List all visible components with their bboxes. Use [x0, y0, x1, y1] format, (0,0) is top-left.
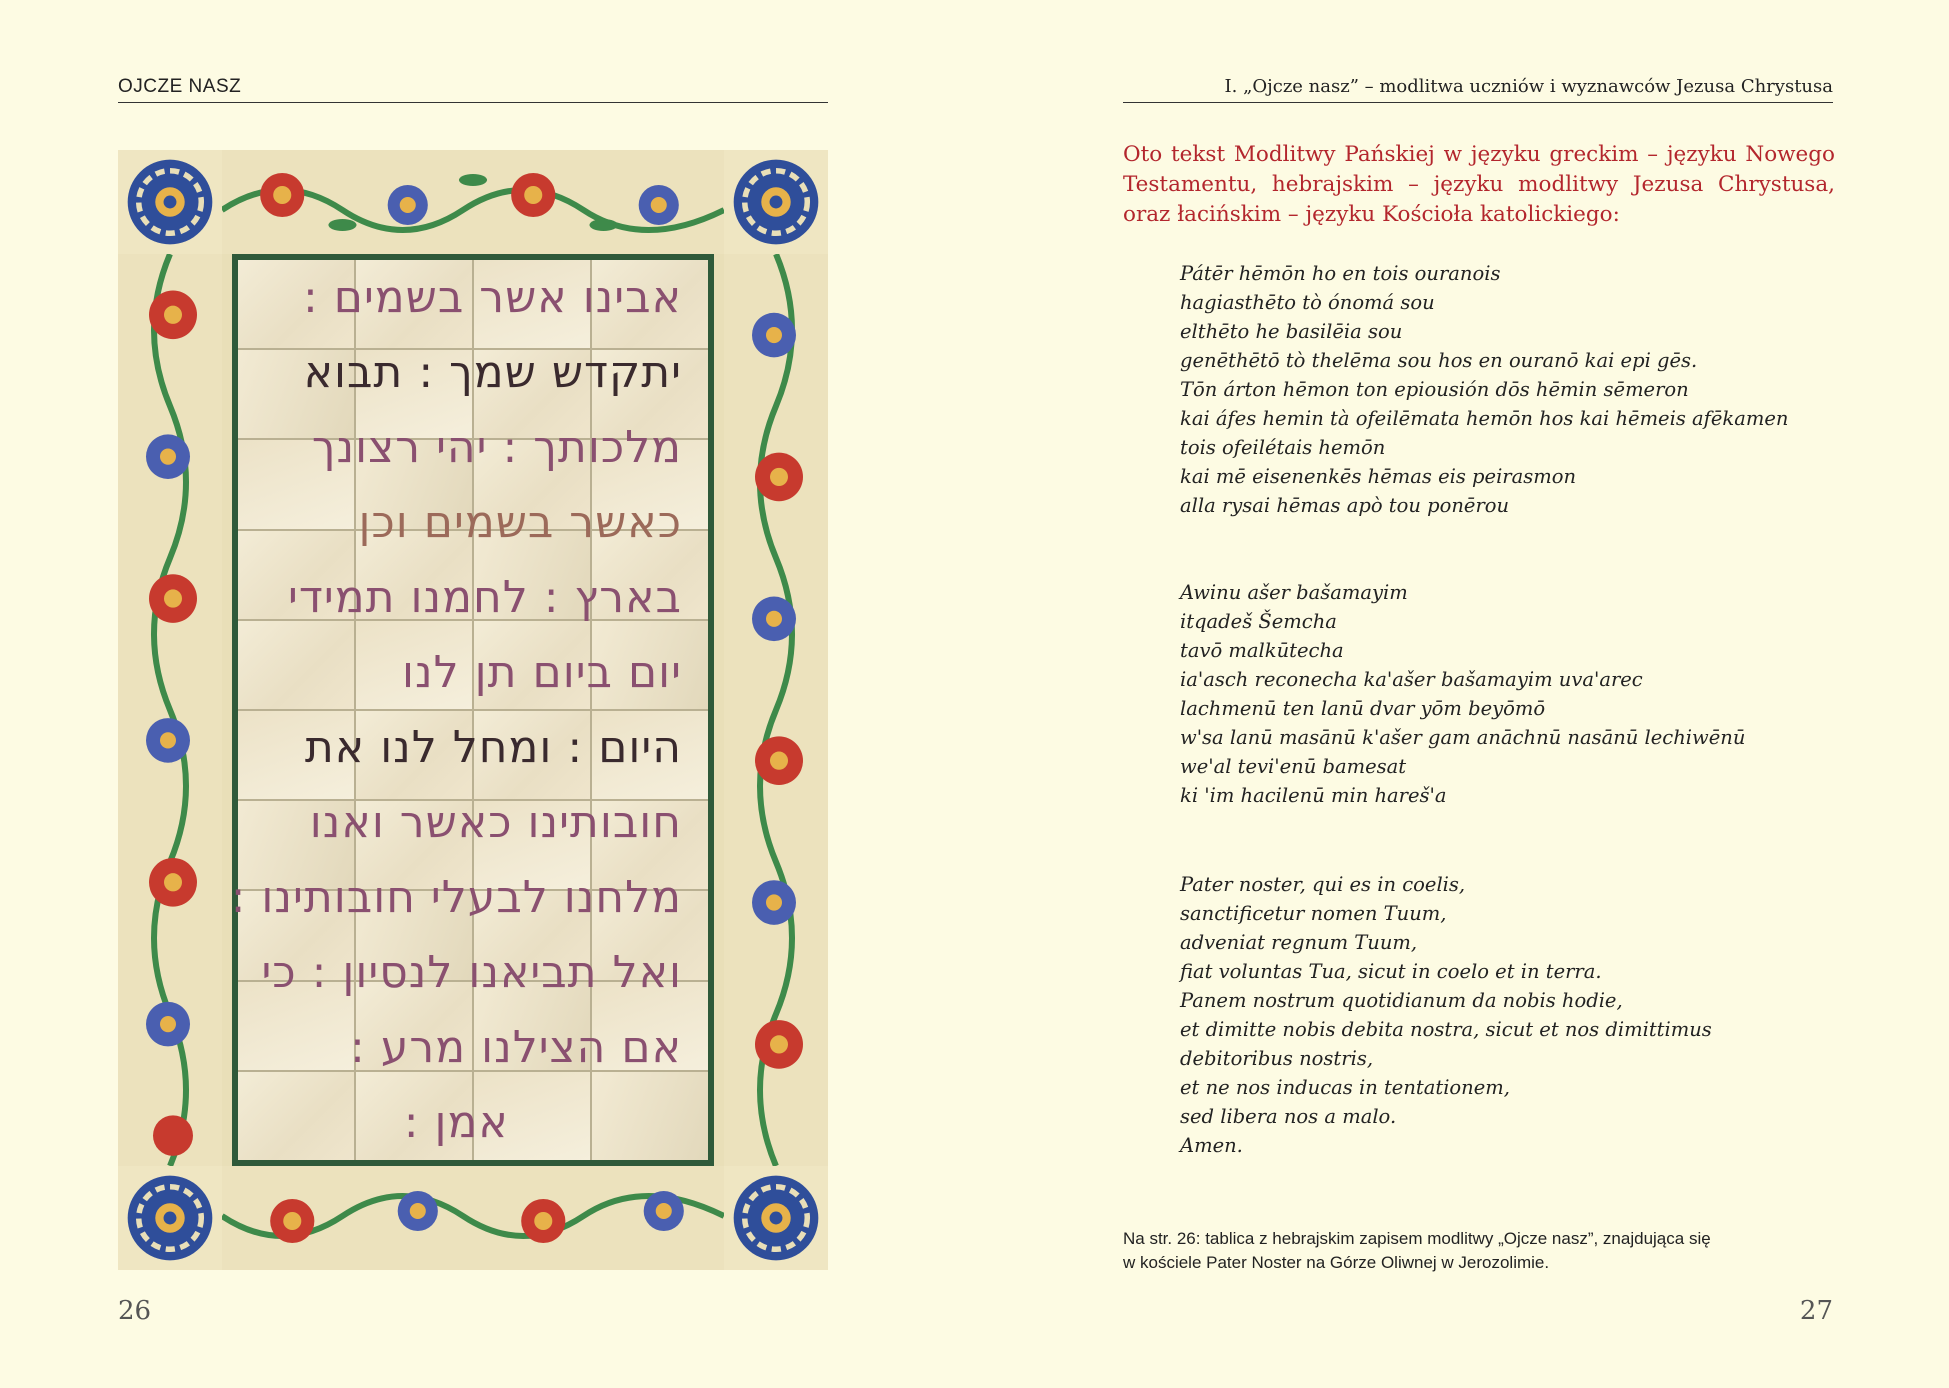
- greek-line: elthēto he basilēia sou: [1180, 320, 1403, 343]
- latin-line: Amen.: [1180, 1134, 1243, 1157]
- hebrew-line: אבינו אשר בשמים :: [302, 272, 682, 323]
- rosette-corner-top-left: [118, 150, 222, 254]
- page-number-right: 27: [1799, 1296, 1833, 1326]
- photo-caption: [1123, 1227, 1843, 1275]
- greek-line: alla rysai hēmas apò tou ponērou: [1180, 494, 1510, 517]
- hebrew-prayer-tablet-photo: [118, 150, 828, 1270]
- greek-line: genēthētō tò thelēma sou hos en ouranō kai epi gēs.: [1180, 349, 1698, 372]
- latin-prayer-text: [1180, 870, 1860, 1160]
- hebrew-line: יתקדש שמך : תבוא: [303, 347, 682, 398]
- floral-border-bottom: [222, 1166, 724, 1270]
- transliteration-line: ki 'im hacilenū min hareš'a: [1180, 784, 1447, 807]
- greek-line: hagiasthēto tò ónomá sou: [1180, 291, 1435, 314]
- ceramic-tiles: [230, 260, 708, 1160]
- latin-line: sed libera nos a malo.: [1180, 1105, 1397, 1128]
- transliteration-line: ia'asch reconecha ka'ašer bašamayim uva'arec: [1180, 668, 1643, 691]
- latin-line: debitoribus nostris,: [1180, 1047, 1374, 1070]
- hebrew-line: אמן :: [403, 1097, 509, 1148]
- greek-line: Tōn árton hēmon ton epiousión dōs hēmin sēmeron: [1180, 378, 1689, 401]
- transliteration-line: w'sa lanū masānū k'ašer gam anāchnū nasānū lechiwēnū: [1180, 726, 1746, 749]
- latin-line: et ne nos inducas in tentationem,: [1180, 1076, 1510, 1099]
- greek-line: tois ofeilétais hemōn: [1180, 436, 1386, 459]
- latin-line: Pater noster, qui es in coelis,: [1180, 873, 1466, 896]
- rosette-corner-bottom-right: [724, 1166, 828, 1270]
- hebrew-line: בארץ : לחמנו תמידי: [288, 572, 682, 623]
- right-page: [975, 0, 1949, 1388]
- floral-border-left: [118, 254, 222, 1166]
- hebrew-transliteration-text: [1180, 578, 1860, 810]
- latin-line: Panem nostrum quotidianum da nobis hodie,: [1180, 989, 1623, 1012]
- floral-border-right: [724, 254, 828, 1166]
- hebrew-line: מלחנו לבעלי חובותינו :: [230, 872, 682, 923]
- running-head-left: OJCZE NASZ: [118, 72, 828, 103]
- hebrew-line: אם הצילנו מרע :: [350, 1022, 682, 1073]
- floral-border-top: [222, 150, 724, 254]
- intro-paragraph: Oto tekst Modlitwy Pańskiej w języku greckim – języku Nowego Testamentu, hebrajskim – języku modlitwy Jezusa Chrystusa, oraz łacińskim – języku Kościoła katolickiego:: [1123, 142, 1835, 227]
- caption-line: w kościele Pater Noster na Górze Oliwnej w Jerozolimie.: [1123, 1253, 1550, 1272]
- hebrew-line: היום : ומחל לנו את: [304, 722, 682, 773]
- latin-line: et dimitte nobis debita nostra, sicut et nos dimittimus: [1180, 1018, 1712, 1041]
- running-head-right: I. „Ojcze nasz” – modlitwa uczniów i wyznawców Jezusa Chrystusa: [1123, 72, 1833, 103]
- latin-line: sanctificetur nomen Tuum,: [1180, 902, 1447, 925]
- greek-line: Pátēr hēmōn ho en tois ouranois: [1180, 262, 1501, 285]
- transliteration-line: tavō malkūtecha: [1180, 639, 1344, 662]
- greek-prayer-text: [1180, 259, 1860, 520]
- hebrew-line: חובותינו כאשר ואנו: [309, 797, 682, 848]
- hebrew-line: מלכותך : יהי רצונך: [311, 422, 682, 473]
- hebrew-line: כאשר בשמים וכן: [358, 497, 682, 548]
- latin-line: fiat voluntas Tua, sicut in coelo et in terra.: [1180, 960, 1602, 983]
- rosette-corner-top-right: [724, 150, 828, 254]
- hebrew-line: ואל תביאנו לנסיון : כי: [261, 947, 682, 998]
- hebrew-line: יום ביום תן לנו: [402, 647, 682, 698]
- caption-line: Na str. 26: tablica z hebrajskim zapisem modlitwy „Ojcze nasz”, znajdująca się: [1123, 1229, 1711, 1248]
- greek-line: kai áfes hemin tà ofeilēmata hemōn hos kai hēmeis afēkamen: [1180, 407, 1789, 430]
- transliteration-line: itqadeš Šemcha: [1180, 610, 1337, 633]
- greek-line: kai mē eisenenkēs hēmas eis peirasmon: [1180, 465, 1577, 488]
- rosette-corner-bottom-left: [118, 1166, 222, 1270]
- tile-field: [232, 254, 714, 1166]
- transliteration-line: Awinu ašer bašamayim: [1180, 581, 1408, 604]
- latin-line: adveniat regnum Tuum,: [1180, 931, 1418, 954]
- transliteration-line: we'al tevi'enū bamesat: [1180, 755, 1407, 778]
- transliteration-line: lachmenū ten lanū dvar yōm beyōmō: [1180, 697, 1546, 720]
- page-number-left: 26: [118, 1296, 152, 1326]
